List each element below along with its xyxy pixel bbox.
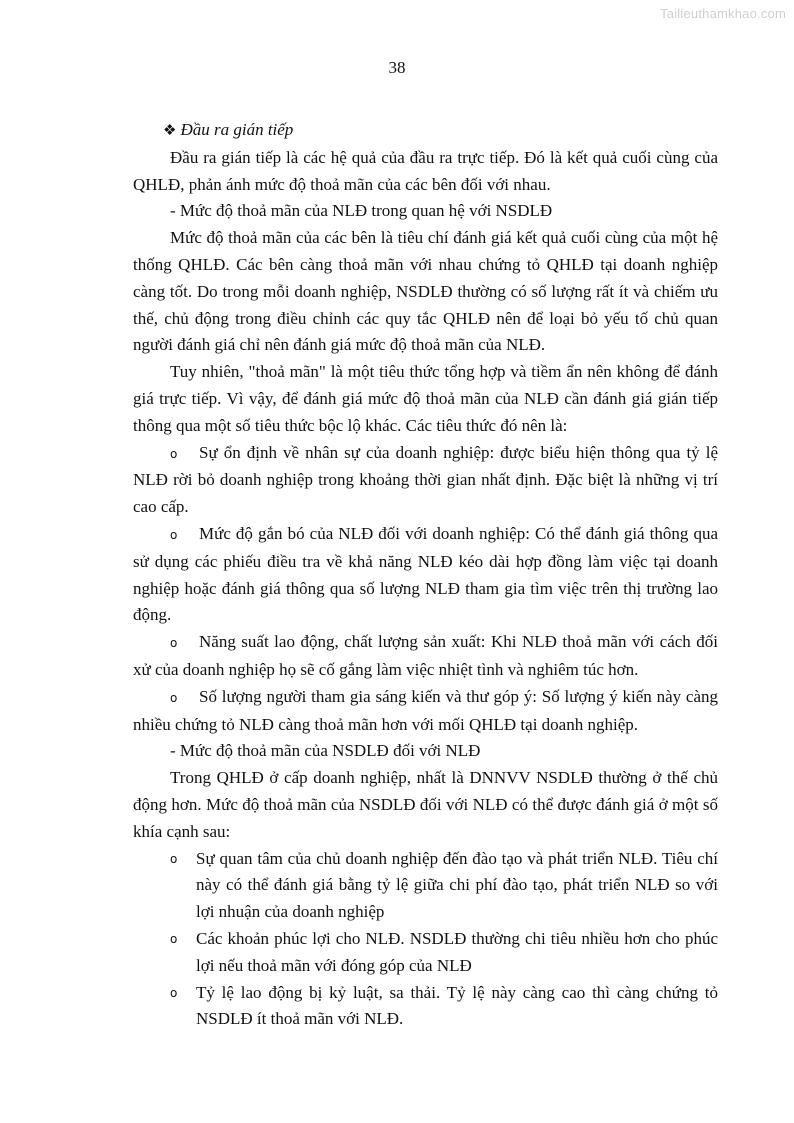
list-item — [133, 521, 718, 629]
circle-bullet-icon: o — [170, 446, 178, 461]
section-heading — [133, 117, 718, 145]
list-item — [133, 629, 718, 684]
diamond-bullet-icon: ❖ — [163, 123, 177, 139]
list-item — [133, 926, 718, 980]
circle-bullet-icon: o — [170, 931, 178, 946]
list-item-text: Sự ổn định về nhân sự của doanh nghiệp: được biểu hiện thông qua tỷ lệ NLĐ rời bỏ doanh nghiệp trong khoảng thời gian nhất định. Đặc biệt là những vị trí cao cấp. — [133, 442, 718, 517]
paragraph-2: Tuy nhiên, "thoả mãn" là một tiêu thức tổng hợp và tiềm ẩn nên không để đánh giá trực tiếp. Vì vậy, để đánh giá mức độ thoả mãn của NLĐ cần đánh giá gián tiếp thông qua một số tiêu thức bộc lộ khác. Các tiêu thức đó nên là: — [133, 362, 718, 435]
list-item — [133, 440, 718, 521]
list-item — [133, 684, 718, 739]
circle-bullet-icon: o — [170, 851, 178, 866]
list-item-text: Năng suất lao động, chất lượng sản xuất: Khi NLĐ thoả mãn với cách đối xử của doanh nghiệp họ sẽ cố gắng làm việc nhiệt tình và nghiêm túc hơn. — [133, 632, 718, 679]
list-item-text: Các khoản phúc lợi cho NLĐ. NSDLĐ thường chi tiêu nhiều hơn cho phúc lợi nếu thoả mãn với đóng góp của NLĐ — [196, 928, 718, 975]
circle-bullet-icon: o — [170, 527, 178, 542]
subheading-employee-satisfaction: - Mức độ thoả mãn của NLĐ trong quan hệ với NSDLĐ — [170, 201, 553, 221]
section-heading-text: Đầu ra gián tiếp — [180, 120, 294, 139]
list-item-text: Mức độ gắn bó của NLĐ đối với doanh nghiệp: Có thể đánh giá thông qua sử dụng các phiếu điều tra về khả năng NLĐ kéo dài hợp đồng làm việc tại doanh nghiệp hoặc đánh giá thông qua số lượng NLĐ tham gia tìm việc trên thị trường lao động. — [133, 523, 718, 625]
document-body — [133, 117, 718, 1033]
circle-bullet-icon: o — [170, 690, 178, 705]
circle-bullet-icon: o — [170, 636, 178, 651]
list-item — [133, 980, 718, 1034]
list-item-text: Tỷ lệ lao động bị kỷ luật, sa thải. Tỷ lệ này càng cao thì càng chứng tỏ NSDLĐ ít thoả mãn với NLĐ. — [196, 982, 718, 1029]
list-item — [133, 846, 718, 926]
paragraph-3: Trong QHLĐ ở cấp doanh nghiệp, nhất là DNNVV NSDLĐ thường ở thế chủ động hơn. Mức độ thoả mãn của NSDLĐ đối với NLĐ có thể được đánh giá ở một số khía cạnh sau: — [133, 768, 718, 841]
list-item-text: Sự quan tâm của chủ doanh nghiệp đến đào tạo và phát triển NLĐ. Tiêu chí này có thể đánh giá bằng tỷ lệ giữa chi phí đào tạo, phát triển NLĐ so với lợi nhuận của doanh nghiệp — [196, 848, 718, 922]
circle-bullet-icon: o — [170, 985, 178, 1000]
paragraph-1: Mức độ thoả mãn của các bên là tiêu chí đánh giá kết quả cuối cùng của một hệ thống QHLĐ. Các bên càng thoả mãn với nhau chứng tỏ QHLĐ tại doanh nghiệp càng tốt. Do trong mỗi doanh nghiệp, NSDLĐ thường có số lượng rất ít và chiếm ưu thế, chủ động trong điều chỉnh các quy tắc QHLĐ nên để loại bỏ yếu tố chủ quan người đánh giá chỉ nên đánh giá mức độ thoả mãn của NLĐ. — [133, 228, 718, 355]
page-number: 38 — [388, 58, 406, 77]
watermark: Tailieuthamkhao.com — [660, 6, 786, 21]
subheading-employer-satisfaction: - Mức độ thoả mãn của NSDLĐ đối với NLĐ — [170, 741, 481, 761]
intro-paragraph: Đầu ra gián tiếp là các hệ quả của đầu ra trực tiếp. Đó là kết quả cuối cùng của QHLĐ, phản ánh mức độ thoả mãn của các bên đối với nhau. — [133, 147, 718, 194]
list-item-text: Số lượng người tham gia sáng kiến và thư góp ý: Số lượng ý kiến này càng nhiều chứng tỏ NLĐ càng thoả mãn hơn với mối QHLĐ tại doanh nghiệp. — [133, 686, 718, 734]
